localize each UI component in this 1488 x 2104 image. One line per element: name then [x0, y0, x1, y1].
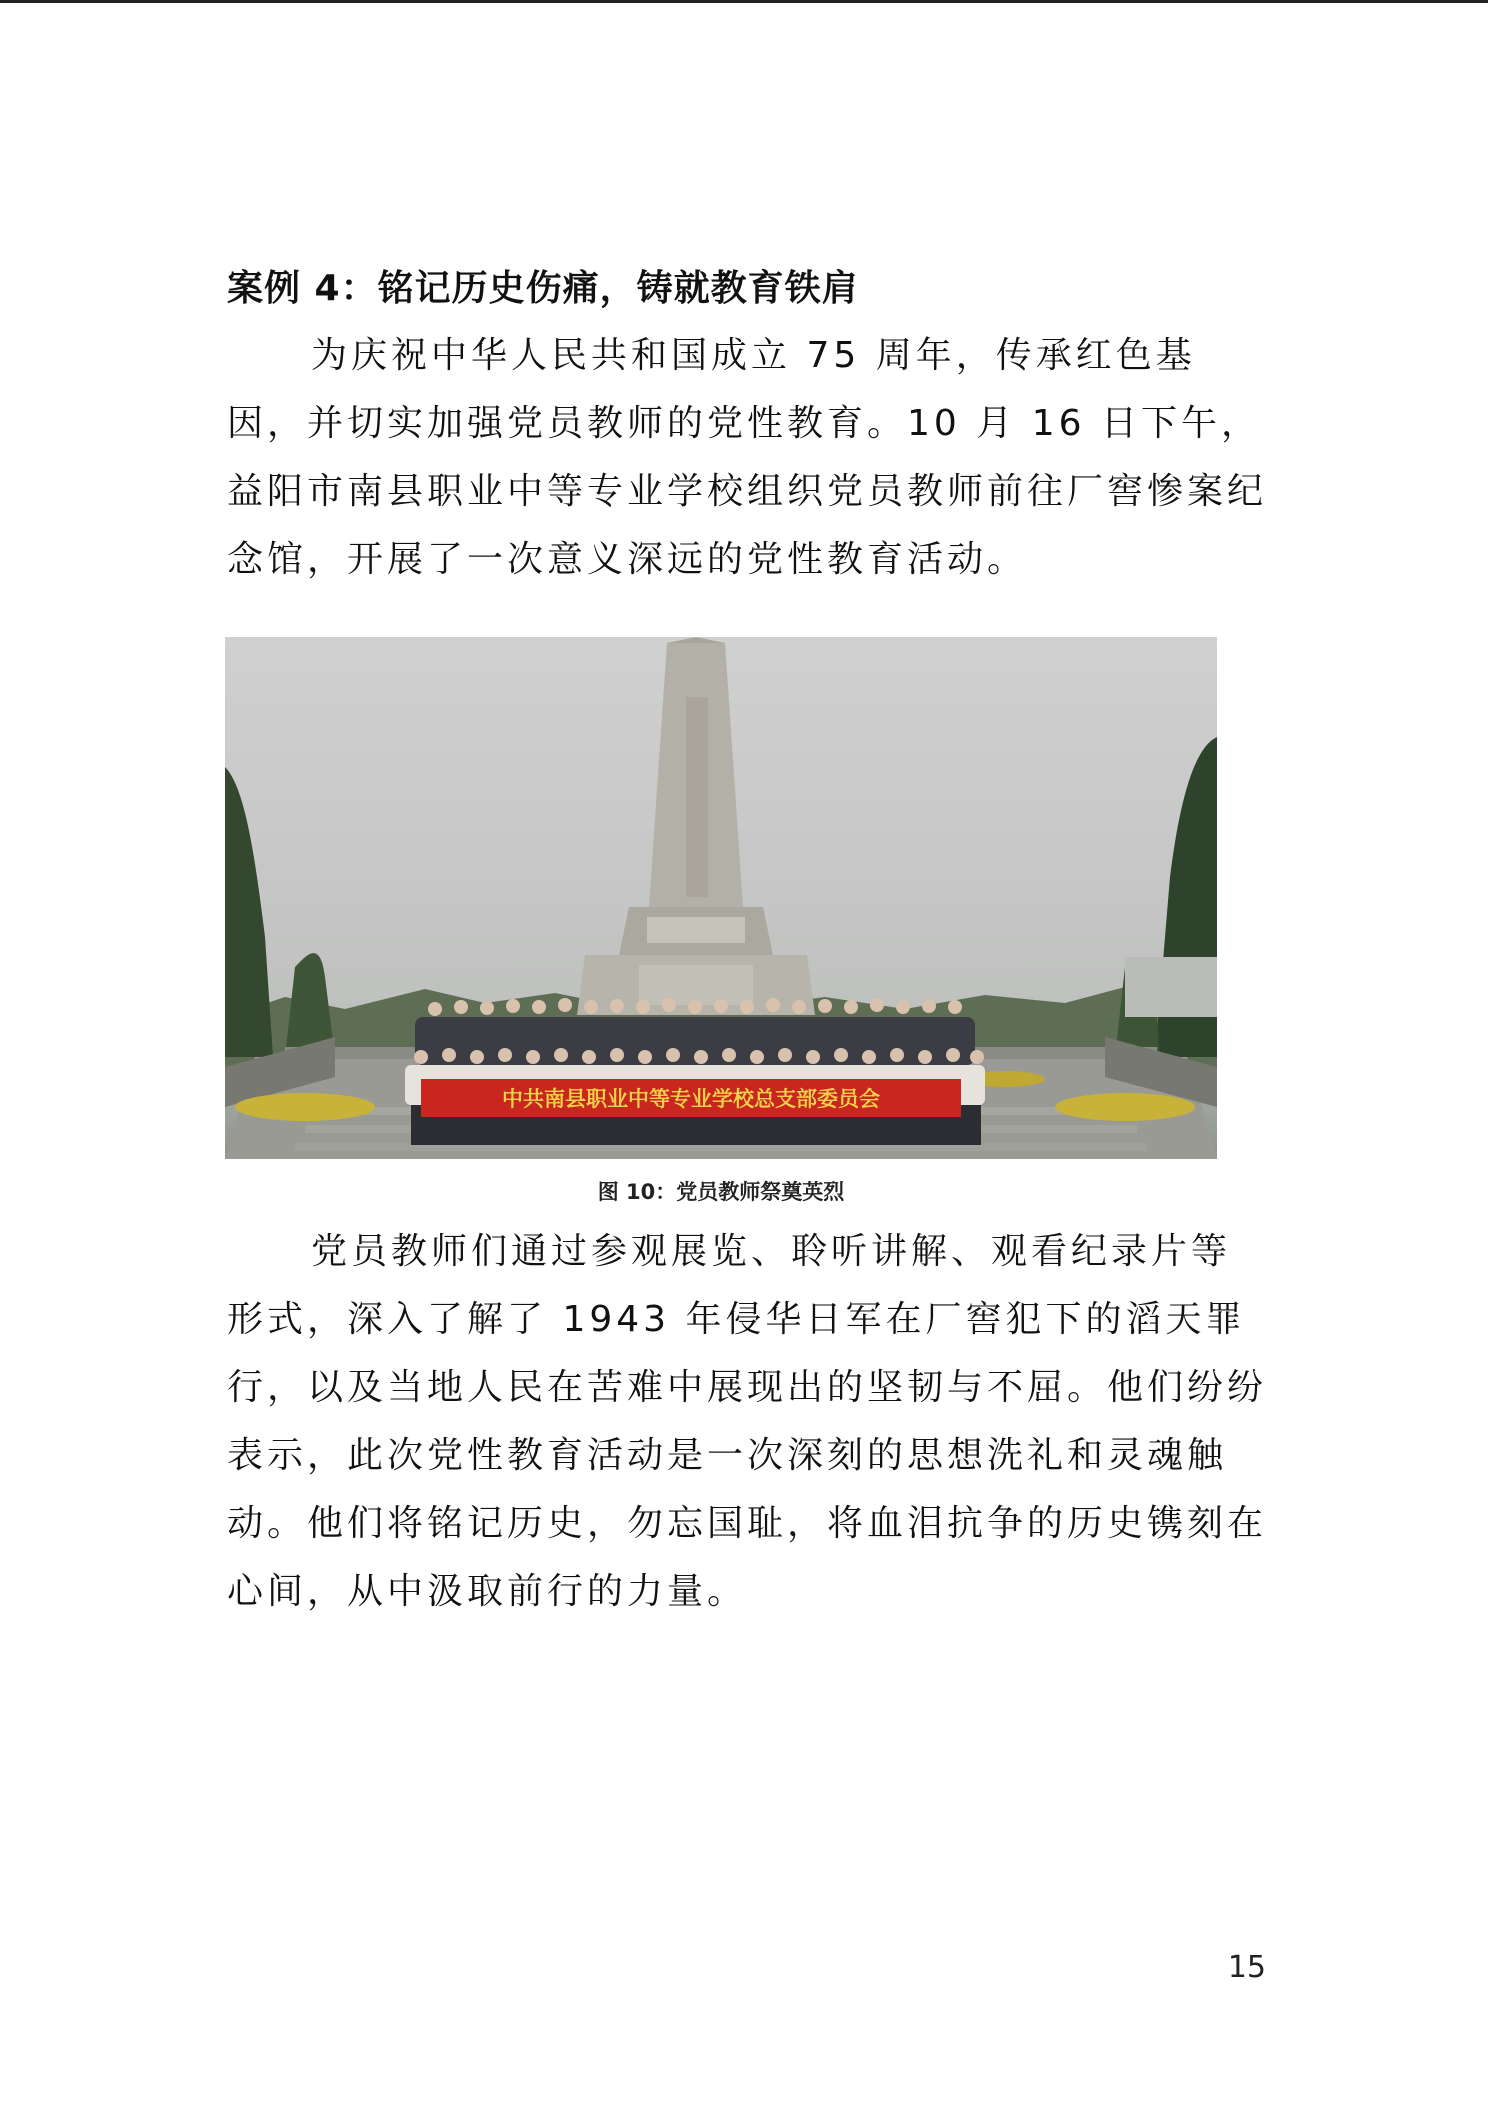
- figure-caption: 图 10：党员教师祭奠英烈: [597, 1180, 845, 1204]
- memorial-group-photo: [225, 637, 1217, 1159]
- photo-illustration: [225, 637, 1217, 1159]
- case-heading: 案例 4：铭记历史伤痛，铸就教育铁肩: [227, 268, 859, 309]
- reflection-paragraph: 党员教师们通过参观展览、聆听讲解、观看纪录片等形式，深入了解了 1943 年侵华日军在厂窖犯下的滔天罪行，以及当地人民在苦难中展现出的坚韧与不屈。他们纷纷表示，此次党性教育活动是一次深刻的思想洗礼和灵魂触动。他们将铭记历史，勿忘国耻，将血泪抗争的历史镌刻在心间，从中汲取前行的力量。: [227, 1231, 1268, 1612]
- banner-text: 中共南县职业中等专业学校总支部委员会: [502, 1087, 880, 1111]
- intro-paragraph: 为庆祝中华人民共和国成立 75 周年，传承红色基因，并切实加强党员教师的党性教育。10 月 16 日下午，益阳市南县职业中等专业学校组织党员教师前往厂窖惨案纪念馆，开展了一次意义深远的党性教育活动。: [227, 335, 1268, 580]
- page-number: 15: [1227, 1950, 1266, 1985]
